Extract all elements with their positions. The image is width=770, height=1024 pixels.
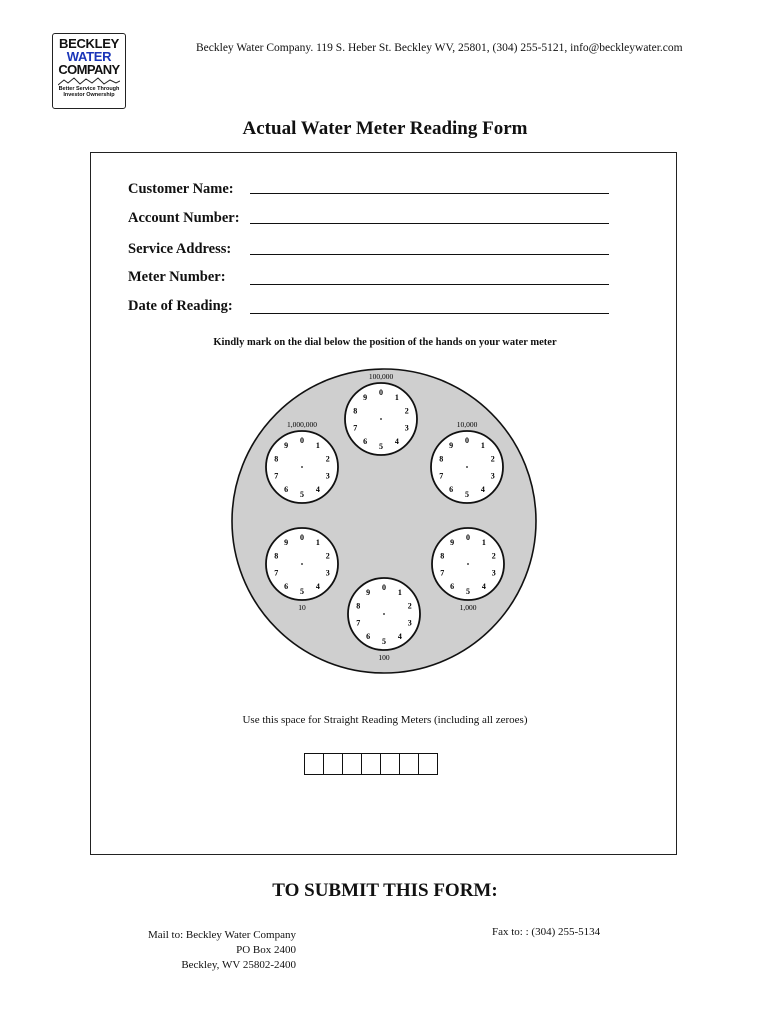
dial-digit: 1 xyxy=(315,538,320,548)
dial-digit: 7 xyxy=(274,471,279,481)
dial-label: 100 xyxy=(378,653,390,662)
dial-label: 10,000 xyxy=(456,420,478,429)
dial-instruction: Kindly mark on the dial below the position of the hands on your water meter xyxy=(213,337,557,348)
dial-digit: 7 xyxy=(439,471,444,481)
dial-digit: 9 xyxy=(284,538,289,548)
dial-digit: 2 xyxy=(325,454,330,464)
dial-digit: 3 xyxy=(325,568,330,578)
dial-digit: 5 xyxy=(382,637,386,646)
dial-digit: 2 xyxy=(325,551,330,561)
dial-digit: 0 xyxy=(466,533,470,542)
dial-digit: 7 xyxy=(440,568,445,578)
dial-center xyxy=(301,466,303,468)
dial-digit: 8 xyxy=(353,406,358,416)
dial-digit: 9 xyxy=(450,538,455,548)
dial-digit: 0 xyxy=(382,583,386,592)
mail-line-1: Mail to: Beckley Water Company xyxy=(148,929,296,941)
dial-digit: 0 xyxy=(379,388,383,397)
dial-digit: 8 xyxy=(274,551,279,561)
dial-digit: 1 xyxy=(397,588,402,598)
reading-digit-box[interactable] xyxy=(323,753,344,775)
dial-digit: 2 xyxy=(404,406,409,416)
dial-digit: 8 xyxy=(356,601,361,611)
page-title: Actual Water Meter Reading Form xyxy=(242,118,528,139)
dial-digit: 2 xyxy=(407,601,412,611)
company-contact: Beckley Water Company. 119 S. Heber St. Beckley WV, 25801, (304) 255-5121, info@beckleywater.com xyxy=(196,42,683,54)
logo-line-2: WATER xyxy=(66,49,112,64)
dial-digit: 9 xyxy=(449,441,454,451)
reading-digit-box[interactable] xyxy=(361,753,382,775)
dial-digit: 1 xyxy=(394,393,399,403)
dial-digit: 6 xyxy=(363,436,368,446)
date-of-reading-label: Date of Reading: xyxy=(128,298,233,314)
dial-digit: 1 xyxy=(315,441,320,451)
dial-digit: 4 xyxy=(397,631,402,641)
dial-digit: 4 xyxy=(315,484,320,494)
dial-digit: 7 xyxy=(274,568,279,578)
dial-center xyxy=(301,563,303,565)
dial-digit: 2 xyxy=(490,454,495,464)
dial-digit: 9 xyxy=(366,588,371,598)
dial-digit: 5 xyxy=(300,587,304,596)
mail-line-3: Beckley, WV 25802-2400 xyxy=(181,959,296,971)
dial-center xyxy=(466,466,468,468)
account-number-label: Account Number: xyxy=(128,210,240,226)
dial-digit: 7 xyxy=(353,423,358,433)
straight-reading-label: Use this space for Straight Reading Meters (including all zeroes) xyxy=(242,714,528,726)
logo-tagline-1: Better Service Through xyxy=(58,86,120,92)
dial-digit: 2 xyxy=(491,551,496,561)
dial-digit: 3 xyxy=(491,568,496,578)
dial-digit: 1 xyxy=(480,441,485,451)
dial-label: 100,000 xyxy=(368,372,394,381)
meter-number-label: Meter Number: xyxy=(128,269,226,285)
reading-digit-box[interactable] xyxy=(418,753,439,775)
dial-digit: 0 xyxy=(300,436,304,445)
straight-reading-boxes xyxy=(305,753,438,775)
dial-digit: 6 xyxy=(284,484,289,494)
dial-digit: 4 xyxy=(480,484,485,494)
dial-digit: 5 xyxy=(466,587,470,596)
reading-digit-box[interactable] xyxy=(304,753,325,775)
dial-digit: 6 xyxy=(450,581,455,591)
dial-digit: 4 xyxy=(394,436,399,446)
mail-line-2: PO Box 2400 xyxy=(236,944,296,956)
dial-digit: 5 xyxy=(300,490,304,499)
dial-label: 10 xyxy=(298,603,306,612)
dial-digit: 9 xyxy=(363,393,368,403)
dial-label: 1,000 xyxy=(459,603,477,612)
dial-digit: 3 xyxy=(404,423,409,433)
dial-digit: 1 xyxy=(481,538,486,548)
reading-digit-box[interactable] xyxy=(380,753,401,775)
dial-center xyxy=(380,418,382,420)
dial-digit: 0 xyxy=(465,436,469,445)
dial-digit: 6 xyxy=(366,631,371,641)
dial-digit: 5 xyxy=(379,442,383,451)
reading-digit-box[interactable] xyxy=(342,753,363,775)
dial-digit: 5 xyxy=(465,490,469,499)
dial-digit: 9 xyxy=(284,441,289,451)
dial-digit: 4 xyxy=(481,581,486,591)
dial-digit: 3 xyxy=(325,471,330,481)
logo-tagline-2: Investor Ownership xyxy=(63,92,115,98)
customer-name-label: Customer Name: xyxy=(128,181,234,197)
dial-center xyxy=(383,613,385,615)
dial-digit: 0 xyxy=(300,533,304,542)
service-address-label: Service Address: xyxy=(128,241,232,257)
logo-line-3: COMPANY xyxy=(58,62,120,77)
reading-digit-box[interactable] xyxy=(399,753,420,775)
dial-digit: 8 xyxy=(439,454,444,464)
dial-digit: 6 xyxy=(284,581,289,591)
dial-digit: 4 xyxy=(315,581,320,591)
fax-number: Fax to: : (304) 255-5134 xyxy=(492,926,601,938)
dial-digit: 3 xyxy=(407,618,412,628)
dial-label: 1,000,000 xyxy=(287,420,317,429)
submit-heading: TO SUBMIT THIS FORM: xyxy=(272,880,498,901)
dial-digit: 8 xyxy=(274,454,279,464)
dial-center xyxy=(467,563,469,565)
dial-digit: 3 xyxy=(490,471,495,481)
dial-digit: 8 xyxy=(440,551,445,561)
mail-address xyxy=(148,928,296,973)
logo-line-1: BECKLEY xyxy=(58,36,120,51)
dial-digit: 6 xyxy=(449,484,454,494)
dial-digit: 7 xyxy=(356,618,361,628)
